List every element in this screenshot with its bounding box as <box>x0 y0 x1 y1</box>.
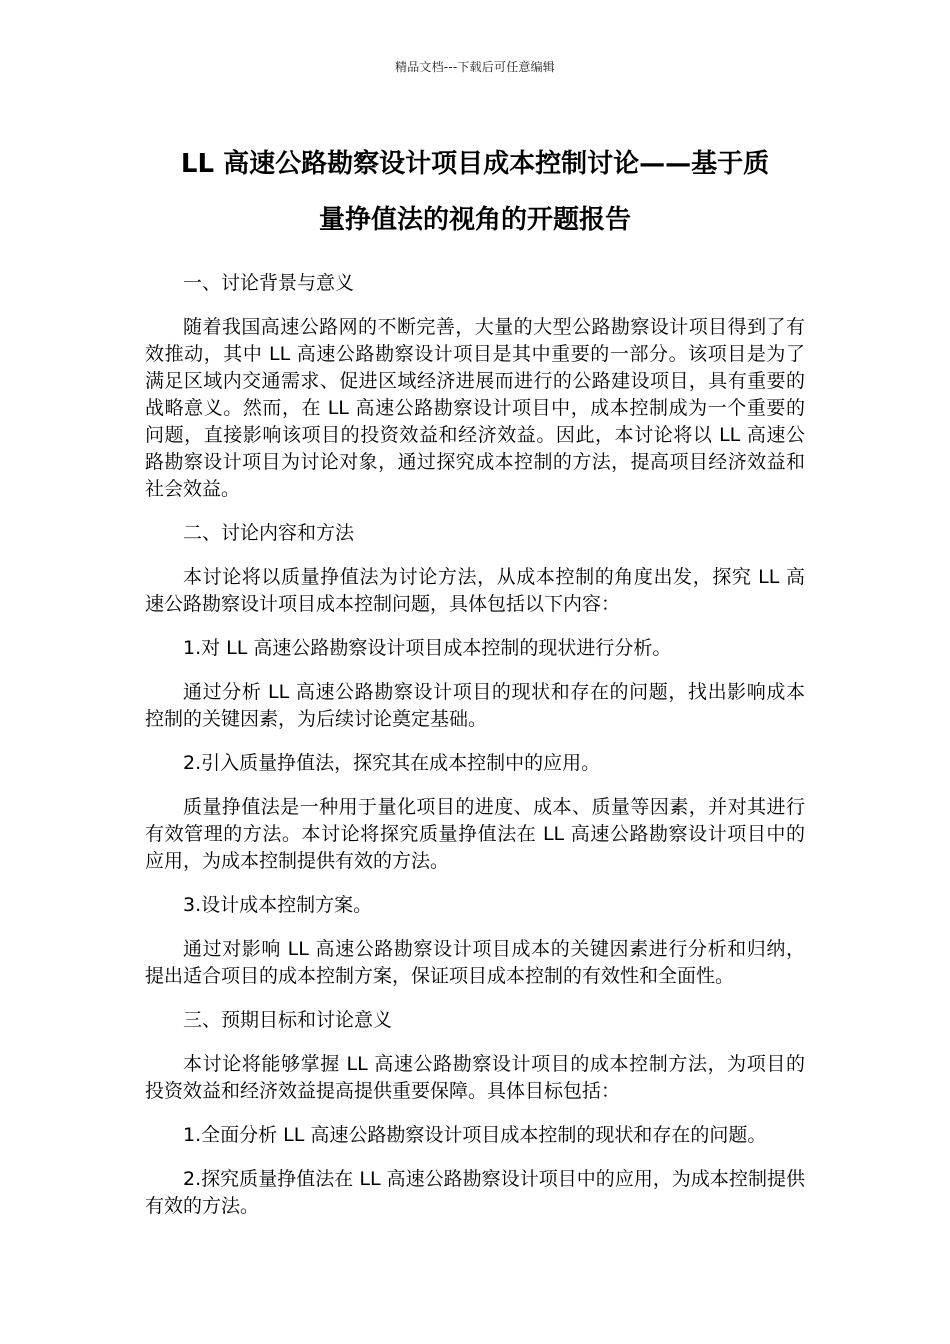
section-heading-background: 一、讨论背景与意义 <box>183 272 355 294</box>
paragraph-background: 随着我国高速公路网的不断完善，大量的大型公路勘察设计项目得到了有效推动，其中 LL 高速公路勘察设计项目是其中重要的一部分。该项目是为了满足区域内交通需求、促进区域经济进展而进行的公路建设项目，具有重要的战略意义。然而，在 LL 高速公路勘察设计项目中，成本控制成为一个重要的问题，直接影响该项目的投资效益和经济效益。因此，本讨论将以 LL 高速公路勘察设计项目为讨论对象，通过探究成本控制的方法，提高项目经济效益和社会效益。 <box>145 316 805 500</box>
section-heading-content-method: 二、讨论内容和方法 <box>183 522 355 544</box>
title-line-1: LL 高速公路勘察设计项目成本控制讨论——基于质 <box>180 149 770 179</box>
goal-item-1: 1.全面分析 LL 高速公路勘察设计项目成本控制的现状和存在的问题。 <box>183 1124 767 1146</box>
paragraph-item-2-detail: 质量挣值法是一种用于量化项目的进度、成本、质量等因素，并对其进行有效管理的方法。本讨论将探究质量挣值法在 LL 高速公路勘察设计项目中的应用，为成本控制提供有效的方法。 <box>145 796 805 872</box>
section-heading-goals: 三、预期目标和讨论意义 <box>183 1009 393 1031</box>
list-item-2: 2.引入质量挣值法，探究其在成本控制中的应用。 <box>183 752 601 774</box>
paragraph-goals-intro: 本讨论将能够掌握 LL 高速公路勘察设计项目的成本控制方法，为项目的投资效益和经济效益提高提供重要保障。具体目标包括： <box>145 1053 805 1102</box>
list-item-3: 3.设计成本控制方案。 <box>183 894 373 916</box>
list-item-1: 1.对 LL 高速公路勘察设计项目成本控制的现状进行分析。 <box>183 637 672 659</box>
document-title <box>145 136 805 248</box>
title-line-2: 量挣值法的视角的开题报告 <box>318 205 631 235</box>
paragraph-method-intro: 本讨论将以质量挣值法为讨论方法，从成本控制的角度出发，探究 LL 高速公路勘察设计项目成本控制问题，具体包括以下内容： <box>145 566 805 615</box>
goal-item-2: 2.探究质量挣值法在 LL 高速公路勘察设计项目中的应用，为成本控制提供有效的方法。 <box>145 1168 805 1217</box>
paragraph-item-3-detail: 通过对影响 LL 高速公路勘察设计项目成本的关键因素进行分析和归纳，提出适合项目的成本控制方案，保证项目成本控制的有效性和全面性。 <box>145 938 805 987</box>
document-body <box>145 270 805 1237</box>
paragraph-item-1-detail: 通过分析 LL 高速公路勘察设计项目的现状和存在的问题，找出影响成本控制的关键因素，为后续讨论奠定基础。 <box>145 681 805 730</box>
header-note: 精品文档---下载后可任意编辑 <box>395 60 555 74</box>
